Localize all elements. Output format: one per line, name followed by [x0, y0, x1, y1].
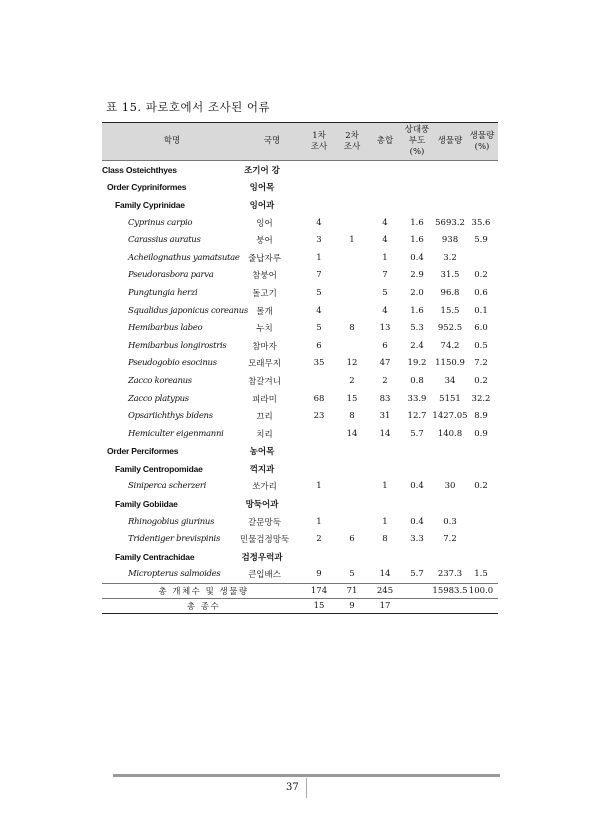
relative-abundance: 1.6	[410, 235, 424, 246]
table-row	[102, 425, 498, 443]
biomass	[432, 443, 468, 461]
table-totals	[102, 583, 498, 614]
biomass: 5693.2	[435, 217, 465, 228]
survey-1-count: 6	[316, 340, 322, 351]
survey-2-count: 9	[349, 601, 355, 612]
survey-1-count: 9	[316, 569, 322, 580]
relative-abundance: 1.6	[410, 217, 424, 228]
biomass-percent	[468, 460, 494, 478]
survey-1-count: 1	[316, 481, 322, 492]
survey-1-count: 1	[316, 516, 322, 527]
scientific-name: Micropterus salmoides	[128, 569, 221, 580]
table-row	[102, 179, 498, 197]
total-count: 14	[379, 569, 391, 580]
table-row	[102, 460, 498, 478]
page-number: 37	[286, 782, 299, 793]
biomass-percent: 0.2	[474, 375, 488, 386]
biomass	[432, 196, 468, 214]
total-count: 14	[379, 428, 391, 439]
relative-abundance: 12.7	[407, 411, 427, 422]
biomass-percent	[468, 513, 494, 531]
relative-abundance	[405, 495, 429, 513]
biomass: 1427.05	[432, 411, 468, 422]
scientific-name: Carassius auratus	[128, 235, 201, 246]
korean-name: 피라미	[252, 394, 277, 405]
total-count	[372, 548, 398, 566]
fish-species-table	[102, 122, 498, 614]
relative-abundance: 2.9	[410, 270, 424, 281]
footer-rule	[113, 774, 500, 777]
survey-2-count	[338, 161, 366, 179]
total-count: 31	[379, 411, 391, 422]
scientific-name: Pseudorasbora parva	[128, 270, 214, 281]
table-row	[102, 407, 498, 425]
table-caption: 표 15. 파로호에서 조사된 어류	[106, 100, 271, 114]
total-count: 6	[382, 340, 388, 351]
table-row	[102, 355, 498, 373]
table-row	[102, 372, 498, 390]
biomass-percent: 0.2	[474, 481, 488, 492]
korean-name: 꺽지과	[249, 464, 275, 475]
table-row	[102, 495, 498, 513]
biomass: 952.5	[437, 323, 463, 334]
biomass: 140.8	[437, 428, 463, 439]
survey-2-count	[338, 460, 366, 478]
biomass: 5151	[439, 393, 461, 404]
survey-2-count	[338, 495, 366, 513]
scientific-name: Zacco koreanus	[128, 375, 192, 386]
table-row	[102, 302, 498, 320]
biomass	[432, 495, 468, 513]
survey-2-count: 5	[349, 569, 355, 580]
table-body	[102, 161, 498, 583]
scientific-name: Order Perciformes	[107, 446, 179, 457]
table-row	[102, 249, 498, 267]
totals-label: 총 종수	[186, 602, 221, 613]
table-row	[102, 231, 498, 249]
scientific-name: Opsariichthys bidens	[128, 411, 213, 422]
biomass-percent	[468, 599, 494, 613]
biomass: 3.2	[443, 252, 457, 263]
scientific-name: Tridentiger brevispinis	[128, 534, 220, 545]
biomass-percent: 8.9	[474, 411, 488, 422]
biomass: 15983.5	[432, 586, 468, 597]
header-relative-abundance: 상대풍 부도 (%)	[404, 125, 430, 157]
korean-name: 몰개	[256, 306, 273, 317]
korean-name: 망둑어과	[245, 500, 279, 511]
survey-2-count	[338, 214, 366, 232]
table-row	[102, 530, 498, 548]
relative-abundance: 33.9	[407, 393, 427, 404]
total-count	[372, 179, 398, 197]
biomass: 1150.9	[435, 358, 465, 369]
total-count: 245	[376, 586, 394, 597]
relative-abundance: 19.2	[407, 358, 427, 369]
total-count: 5	[382, 287, 388, 298]
biomass	[432, 161, 468, 179]
survey-2-count	[338, 337, 366, 355]
table-row	[102, 566, 498, 584]
relative-abundance: 5.3	[410, 323, 424, 334]
header-total: 총합	[376, 136, 394, 146]
relative-abundance	[405, 548, 429, 566]
relative-abundance: 0.4	[410, 481, 424, 492]
total-count: 4	[382, 305, 388, 316]
korean-name: 치리	[256, 429, 273, 440]
biomass-percent	[468, 530, 494, 548]
relative-abundance	[405, 196, 429, 214]
korean-name: 참갈겨니	[248, 376, 281, 387]
survey-1-count	[305, 548, 333, 566]
biomass: 0.3	[443, 516, 457, 527]
biomass-percent: 0.6	[474, 287, 488, 298]
survey-2-count: 2	[349, 375, 355, 386]
biomass: 96.8	[440, 287, 460, 298]
korean-name: 농어목	[249, 447, 275, 458]
scientific-name: Pseudogobio esocinus	[128, 358, 217, 369]
survey-1-count	[305, 495, 333, 513]
table-row	[102, 390, 498, 408]
header-survey-1: 1차 조사	[310, 130, 328, 152]
biomass-percent	[468, 161, 494, 179]
biomass-percent: 100.0	[468, 586, 494, 597]
survey-1-count: 3	[316, 235, 322, 246]
korean-name: 조기어 강	[244, 165, 280, 176]
korean-name: 검정우럭과	[241, 552, 283, 563]
survey-1-count: 5	[316, 323, 322, 334]
relative-abundance	[405, 161, 429, 179]
korean-name: 잉어목	[249, 183, 275, 194]
biomass-percent: 7.2	[474, 358, 488, 369]
table-row	[102, 319, 498, 337]
relative-abundance	[405, 584, 429, 598]
total-count: 17	[379, 601, 391, 612]
korean-name: 큰입배스	[248, 570, 281, 581]
survey-1-count: 68	[313, 393, 325, 404]
survey-2-count	[338, 443, 366, 461]
biomass: 31.5	[440, 270, 460, 281]
survey-2-count: 12	[346, 358, 358, 369]
footer-divider	[306, 778, 307, 798]
total-count: 4	[382, 235, 388, 246]
totals-row	[102, 583, 498, 598]
scientific-name: Family Centropomidae	[115, 463, 203, 474]
survey-2-count: 8	[349, 411, 355, 422]
survey-1-count: 4	[316, 217, 322, 228]
korean-name: 잉어과	[249, 200, 275, 211]
relative-abundance: 2.4	[410, 340, 424, 351]
survey-1-count: 23	[313, 411, 325, 422]
header-biomass: 생물량	[437, 136, 463, 146]
biomass-percent	[468, 443, 494, 461]
total-count	[372, 460, 398, 478]
survey-2-count	[338, 548, 366, 566]
total-count: 1	[382, 481, 388, 492]
table-row	[102, 548, 498, 566]
survey-1-count	[305, 443, 333, 461]
survey-1-count: 35	[313, 358, 325, 369]
table-row	[102, 196, 498, 214]
relative-abundance: 0.8	[410, 375, 424, 386]
survey-2-count	[338, 302, 366, 320]
biomass-percent: 32.2	[471, 393, 491, 404]
biomass-percent: 0.1	[474, 305, 488, 316]
table-row	[102, 478, 498, 496]
total-count: 8	[382, 534, 388, 545]
korean-name: 붕어	[256, 236, 273, 247]
scientific-name: Family Cyprinidae	[115, 199, 185, 210]
biomass: 938	[441, 235, 459, 246]
biomass	[432, 599, 468, 613]
scientific-name: Family Centrachidae	[115, 551, 195, 562]
table-row	[102, 161, 498, 179]
table-row	[102, 267, 498, 285]
biomass-percent: 6.0	[474, 323, 488, 334]
survey-2-count: 14	[346, 428, 358, 439]
survey-1-count: 5	[316, 287, 322, 298]
total-count: 47	[379, 358, 391, 369]
biomass: 34	[444, 375, 456, 386]
survey-1-count: 4	[316, 305, 322, 316]
korean-name: 잉어	[256, 218, 273, 229]
biomass-percent	[468, 495, 494, 513]
survey-1-count	[305, 460, 333, 478]
survey-1-count: 1	[316, 252, 322, 263]
relative-abundance: 1.6	[410, 305, 424, 316]
header-survey-2: 2차 조사	[343, 130, 361, 152]
biomass-percent: 1.5	[474, 569, 488, 580]
total-count: 1	[382, 252, 388, 263]
survey-1-count	[305, 425, 333, 443]
korean-name: 참붕어	[252, 271, 277, 282]
relative-abundance: 5.7	[410, 569, 424, 580]
survey-2-count	[338, 478, 366, 496]
biomass	[432, 548, 468, 566]
survey-2-count	[338, 179, 366, 197]
scientific-name: Squalidus japonicus coreanus	[128, 305, 248, 316]
scientific-name: Rhinogobius giurinus	[128, 516, 215, 527]
survey-2-count: 6	[349, 534, 355, 545]
biomass-percent	[468, 548, 494, 566]
total-count: 13	[379, 323, 391, 334]
biomass-percent	[468, 179, 494, 197]
header-biomass-percent: 생물량 (%)	[469, 130, 495, 152]
survey-2-count	[338, 196, 366, 214]
survey-1-count: 2	[316, 534, 322, 545]
total-count	[372, 495, 398, 513]
biomass: 30	[444, 481, 456, 492]
relative-abundance: 0.4	[410, 252, 424, 263]
relative-abundance	[405, 179, 429, 197]
survey-1-count: 15	[313, 601, 325, 612]
biomass: 7.2	[443, 534, 457, 545]
biomass	[432, 179, 468, 197]
biomass-percent: 5.9	[474, 235, 488, 246]
korean-name: 갈문망둑	[248, 517, 281, 528]
scientific-name: Zacco platypus	[128, 393, 189, 404]
table-row	[102, 513, 498, 531]
biomass-percent: 0.5	[474, 340, 488, 351]
scientific-name: Siniperca scherzeri	[128, 481, 207, 492]
totals-label: 총 개체수 및 생물량	[158, 587, 249, 598]
total-count	[372, 443, 398, 461]
survey-2-count	[338, 513, 366, 531]
survey-1-count	[305, 161, 333, 179]
korean-name: 돌고기	[252, 288, 277, 299]
total-count: 83	[379, 393, 391, 404]
table-row	[102, 337, 498, 355]
survey-1-count	[305, 372, 333, 390]
biomass-percent	[468, 249, 494, 267]
table-row	[102, 284, 498, 302]
biomass-percent: 0.2	[474, 270, 488, 281]
scientific-name: Order Cypriniformes	[107, 182, 187, 193]
survey-2-count: 71	[346, 586, 358, 597]
korean-name: 줄납자루	[248, 253, 281, 264]
korean-name: 모래무지	[248, 359, 281, 370]
relative-abundance: 3.3	[410, 534, 424, 545]
korean-name: 민물검정망둑	[239, 535, 290, 546]
survey-2-count: 8	[349, 323, 355, 334]
relative-abundance: 2.0	[410, 287, 424, 298]
survey-1-count: 174	[310, 586, 328, 597]
survey-2-count	[338, 284, 366, 302]
total-count	[372, 161, 398, 179]
scientific-name: Hemiculter eigenmanni	[128, 428, 224, 439]
korean-name: 끄리	[256, 412, 273, 423]
header-scientific-name: 학명	[163, 136, 181, 146]
relative-abundance	[405, 460, 429, 478]
biomass	[432, 460, 468, 478]
scientific-name: Cyprinus carpio	[128, 217, 193, 228]
korean-name: 누치	[256, 324, 273, 335]
biomass: 237.3	[437, 569, 463, 580]
korean-name: 쏘가리	[252, 482, 277, 493]
survey-2-count	[338, 249, 366, 267]
survey-1-count	[305, 196, 333, 214]
relative-abundance	[405, 443, 429, 461]
total-count: 7	[382, 270, 388, 281]
korean-name: 참마자	[252, 341, 277, 352]
total-count	[372, 196, 398, 214]
scientific-name: Class Osteichthyes	[102, 164, 177, 175]
relative-abundance	[405, 599, 429, 613]
survey-2-count: 15	[346, 393, 358, 404]
biomass: 74.2	[440, 340, 460, 351]
biomass-percent: 35.6	[471, 217, 491, 228]
scientific-name: Acheilognathus yamatsutae	[128, 252, 240, 263]
relative-abundance: 0.4	[410, 516, 424, 527]
survey-2-count: 1	[349, 235, 355, 246]
scientific-name: Hemibarbus labeo	[128, 323, 203, 334]
biomass: 15.5	[440, 305, 460, 316]
table-header	[102, 123, 498, 161]
biomass-percent	[468, 196, 494, 214]
total-count: 4	[382, 217, 388, 228]
scientific-name: Family Gobiidae	[115, 499, 178, 510]
biomass-percent: 0.9	[474, 428, 488, 439]
survey-1-count	[305, 179, 333, 197]
relative-abundance: 5.7	[410, 428, 424, 439]
scientific-name: Pungtungia herzi	[128, 287, 198, 298]
total-count: 1	[382, 516, 388, 527]
survey-1-count: 7	[316, 270, 322, 281]
scientific-name: Hemibarbus longirostris	[128, 340, 227, 351]
survey-2-count	[338, 267, 366, 285]
totals-row	[102, 598, 498, 614]
table-row	[102, 214, 498, 232]
table-row	[102, 443, 498, 461]
total-count: 2	[382, 375, 388, 386]
header-korean-name: 국명	[263, 136, 281, 146]
